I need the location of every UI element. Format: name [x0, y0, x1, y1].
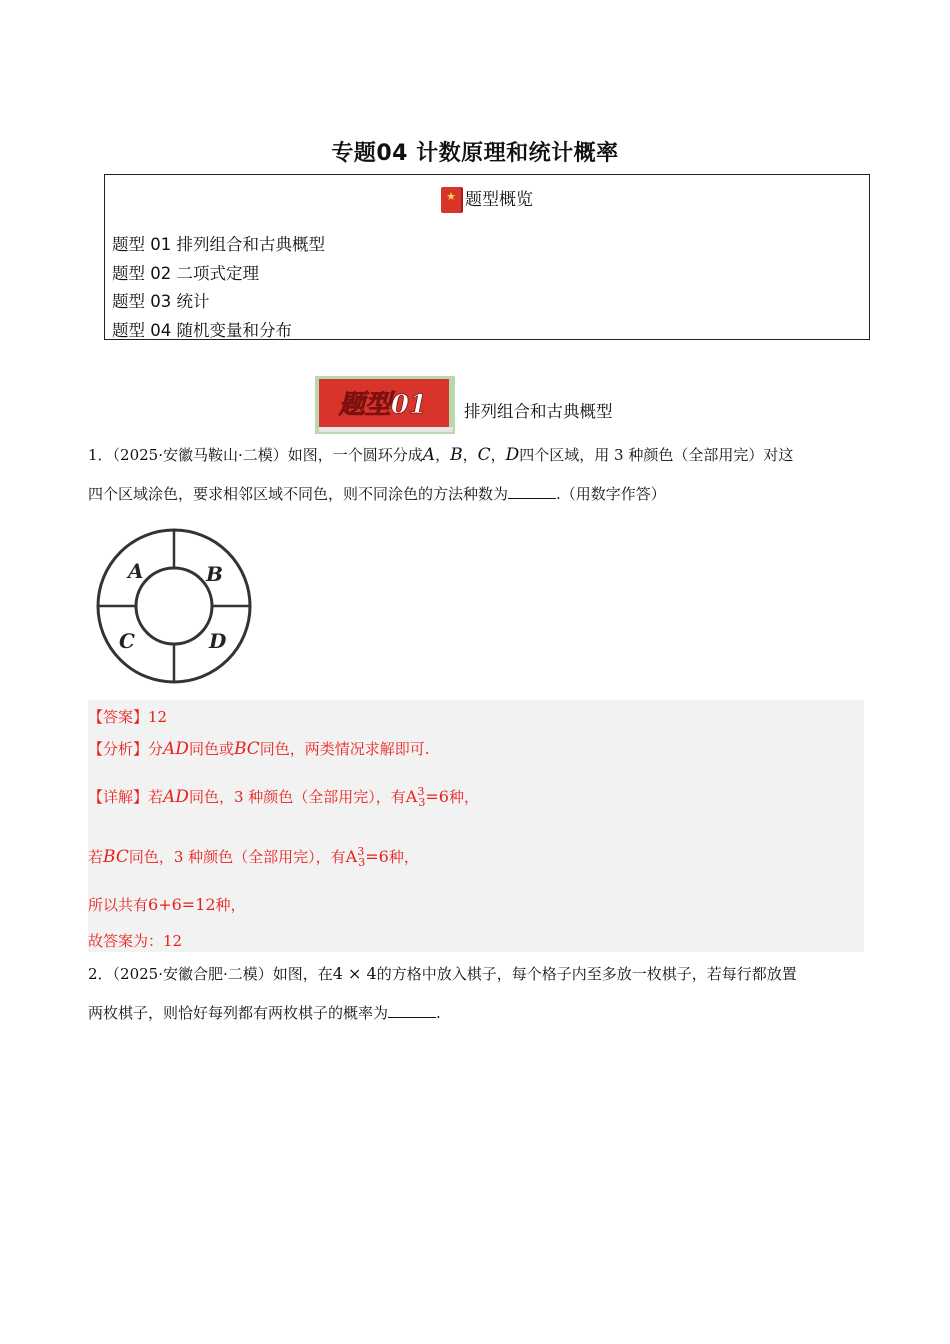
region-c-label: C: [119, 629, 135, 653]
question-2-line1: [88, 956, 868, 992]
sum-text: 种，: [215, 896, 246, 914]
question-1-line1: [88, 437, 868, 473]
question-text: .: [436, 1004, 441, 1022]
question-text: 两枚棋子，则恰好每列都有两枚棋子的概率为: [88, 1004, 389, 1022]
math-ad: AD: [163, 787, 189, 807]
analysis-text: 同色，两类情况求解即可.: [259, 740, 430, 758]
perm-sup: 3: [417, 785, 425, 798]
overview-item[interactable]: 题型 02 二项式定理: [112, 263, 259, 283]
overview-item[interactable]: 题型 01 排列组合和古典概型: [112, 235, 325, 254]
overview-list: [112, 231, 325, 345]
answer-tag: 【答案】: [88, 708, 149, 726]
question-text: 四个区域，用 3 种颜色（全部用完）对这: [519, 446, 794, 464]
detail-line-1: [88, 786, 479, 807]
sum-expression: 6+6=12: [148, 895, 216, 914]
book-icon: ★: [441, 187, 461, 213]
section-title: 排列组合和古典概型: [464, 402, 613, 421]
question-source: （2025·安徽合肥·二模）: [112, 965, 273, 983]
perm-eq: =6: [365, 847, 389, 866]
perm-base: A: [345, 847, 358, 866]
ring-figure: [94, 526, 254, 686]
page-title: 专题04 计数原理和统计概率: [331, 141, 619, 166]
analysis-tag: 【分析】: [88, 740, 149, 758]
answer-line: [88, 706, 167, 727]
permutation-a33: [345, 845, 389, 869]
inner-circle: [136, 568, 212, 644]
banner-text: 题型01: [338, 390, 428, 420]
question-1-line2: [88, 476, 868, 512]
section-banner: [315, 376, 455, 434]
perm-sup: 3: [357, 845, 365, 858]
detail-text: 种，: [448, 788, 479, 806]
region-a-label: A: [128, 559, 144, 583]
region-label: A: [422, 445, 436, 465]
answer-blank: [388, 1003, 436, 1018]
analysis-line: [88, 738, 430, 759]
question-number: 1．: [88, 446, 113, 464]
question-2-line2: [88, 995, 868, 1031]
question-source: （2025·安徽马鞍山·二模）: [112, 446, 288, 464]
solution-box: [88, 700, 864, 952]
question-text: 如图，一个圆环分成: [287, 446, 423, 464]
math-bc: BC: [233, 739, 260, 759]
perm-eq: =6: [425, 787, 449, 806]
perm-sub: 3: [418, 796, 426, 809]
region-b-label: B: [206, 562, 223, 586]
detail-text: 同色，3 种颜色（全部用完），有: [188, 788, 406, 806]
region-label: D: [505, 445, 520, 465]
analysis-text: 同色或: [188, 740, 234, 758]
sep: ，: [462, 446, 478, 464]
detail-text: 同色，3 种颜色（全部用完），有: [128, 848, 346, 866]
permutation-a33: [405, 785, 449, 809]
detail-tag: 【详解】: [88, 788, 149, 806]
overview-heading-text: 题型概览: [465, 190, 533, 210]
sep: ，: [435, 446, 451, 464]
banner-shadow: [319, 427, 453, 432]
question-text: .（用数字作答）: [556, 485, 666, 503]
sum-text: 所以共有: [88, 896, 149, 914]
question-text: 如图，在: [272, 965, 333, 983]
grid-size: 4 × 4: [332, 964, 377, 983]
overview-box: [104, 174, 870, 340]
detail-text: 若: [88, 848, 104, 866]
region-label: C: [477, 445, 491, 465]
question-number: 2．: [88, 965, 113, 983]
overview-heading: [105, 185, 869, 213]
region-d-label: D: [209, 629, 227, 653]
detail-text: 种，: [388, 848, 419, 866]
analysis-text: 分: [148, 740, 164, 758]
sum-line: [88, 894, 246, 915]
perm-sub: 3: [358, 856, 366, 869]
final-answer-line: 故答案为：12: [88, 932, 183, 950]
detail-line-2: [88, 846, 419, 867]
perm-base: A: [405, 787, 418, 806]
question-text: 四个区域涂色，要求相邻区域不同色，则不同涂色的方法种数为: [88, 485, 509, 503]
overview-item[interactable]: 题型 03 统计: [112, 292, 210, 311]
detail-text: 若: [148, 788, 164, 806]
region-label: B: [450, 445, 463, 465]
math-ad: AD: [163, 739, 189, 759]
overview-item[interactable]: 题型 04 随机变量和分布: [112, 320, 292, 340]
math-bc: BC: [103, 847, 129, 867]
question-text: 的方格中放入棋子，每个格子内至多放一枚棋子，若每行都放置: [376, 965, 797, 983]
answer-value: 12: [148, 708, 168, 726]
answer-blank: [508, 484, 556, 499]
sep: ，: [490, 446, 506, 464]
